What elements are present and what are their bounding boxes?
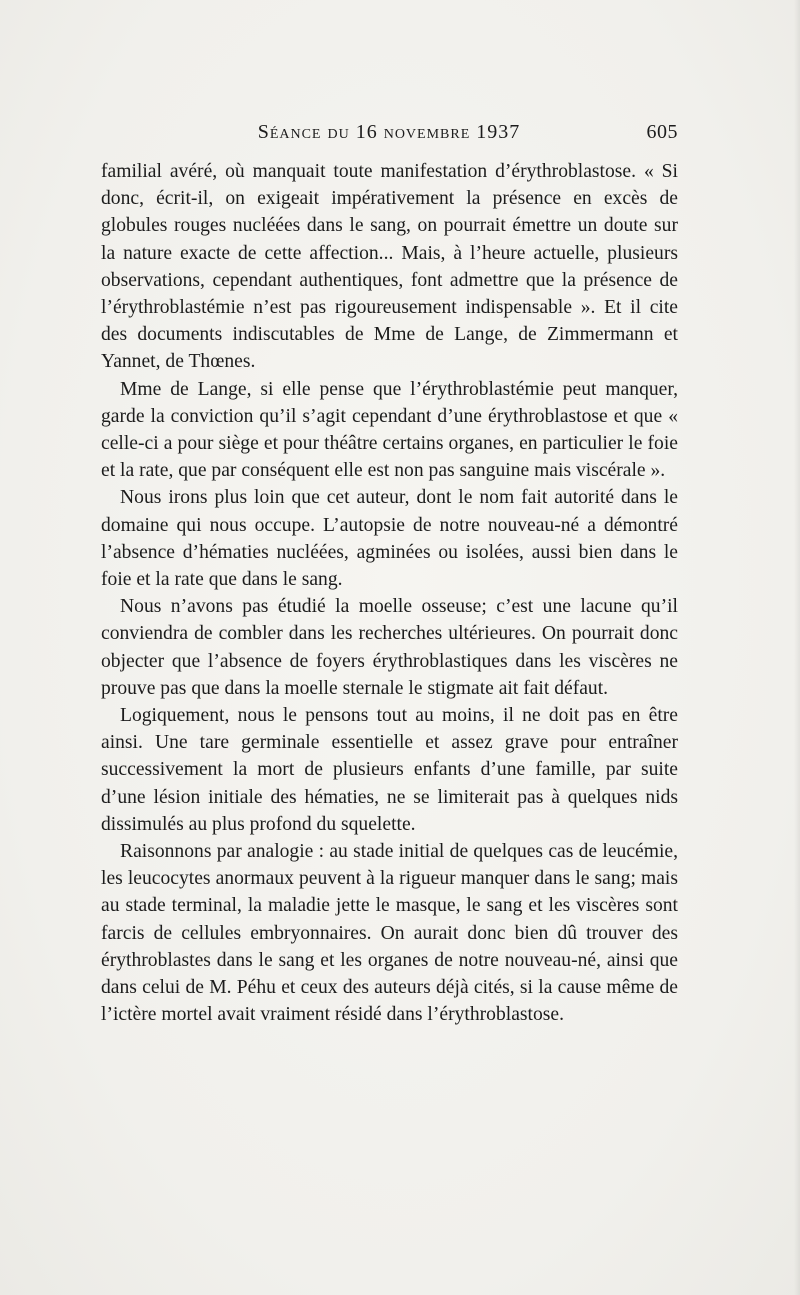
paragraph: Raisonnons par analogie : au stade initial de quelques cas de leucémie, les leucocytes anormaux peuvent à la rigueur manquer dans le sang; mais au stade terminal, la maladie jette le masque, le sang et les viscères sont farcis de cellules embryonnaires. On aurait donc bien dû trouver des érythroblastes dans le sang et les organes de notre nouveau-né, ainsi que dans celui de M. Péhu et ceux des auteurs déjà cités, si la cause même de l’ictère mortel avait vraiment résidé dans l’érythroblastose. (101, 841, 678, 1026)
paragraph: Nous irons plus loin que cet auteur, dont le nom fait autorité dans le domaine qui nous occupe. L’autopsie de notre nouveau-né a démontré l’absence d’hématies nucléées, agminées ou isolées, aussi bien dans le foie et la rate que dans le sang. (101, 487, 678, 591)
paragraph: Nous n’avons pas étudié la moelle osseuse; c’est une lacune qu’il conviendra de combler dans les recherches ultérieures. On pourrait donc objecter que l’absence de foyers érythroblastiques dans les viscères ne prouve pas que dans la moelle sternale le stigmate ait fait défaut. (101, 596, 678, 699)
body-text (101, 158, 678, 1029)
paragraph: Mme de Lange, si elle pense que l’érythroblastémie peut manquer, garde la conviction qu’il s’agit cependant d’une érythroblastose et que « celle-ci a pour siège et pour théâtre certains organes, en particulier le foie et la rate, que par conséquent elle est non pas sanguine mais viscérale ». (101, 378, 678, 482)
page-edge-shadow (794, 0, 800, 1295)
running-head (100, 121, 678, 153)
paragraph: Logiquement, nous le pensons tout au moins, il ne doit pas en être ainsi. Une tare germinale essentielle et assez grave pour entraîner successivement la mort de plusieurs enfants d’une famille, par suite d’une lésion initiale des hématies, ne se limiterait pas à quelques nids dissimulés au plus profond du squelette. (101, 705, 678, 835)
paragraph: familial avéré, où manquait toute manifestation d’érythroblastose. « Si donc, écrit-il, on exigeait impérativement la présence en excès de globules rouges nucléées dans le sang, on pourrait émettre un doute sur la nature exacte de cette affection... Mais, à l’heure actuelle, plusieurs observations, cependant authentiques, font admettre que la présence de l’érythroblastémie n’est pas rigoureusement indispensable ». Et il cite des documents indiscutables de Mme de Lange, de Zimmermann et Yannet, de Thœnes. (101, 161, 678, 373)
running-title: Séance du 16 novembre 1937 (257, 121, 521, 143)
page-number: 605 (646, 121, 678, 143)
